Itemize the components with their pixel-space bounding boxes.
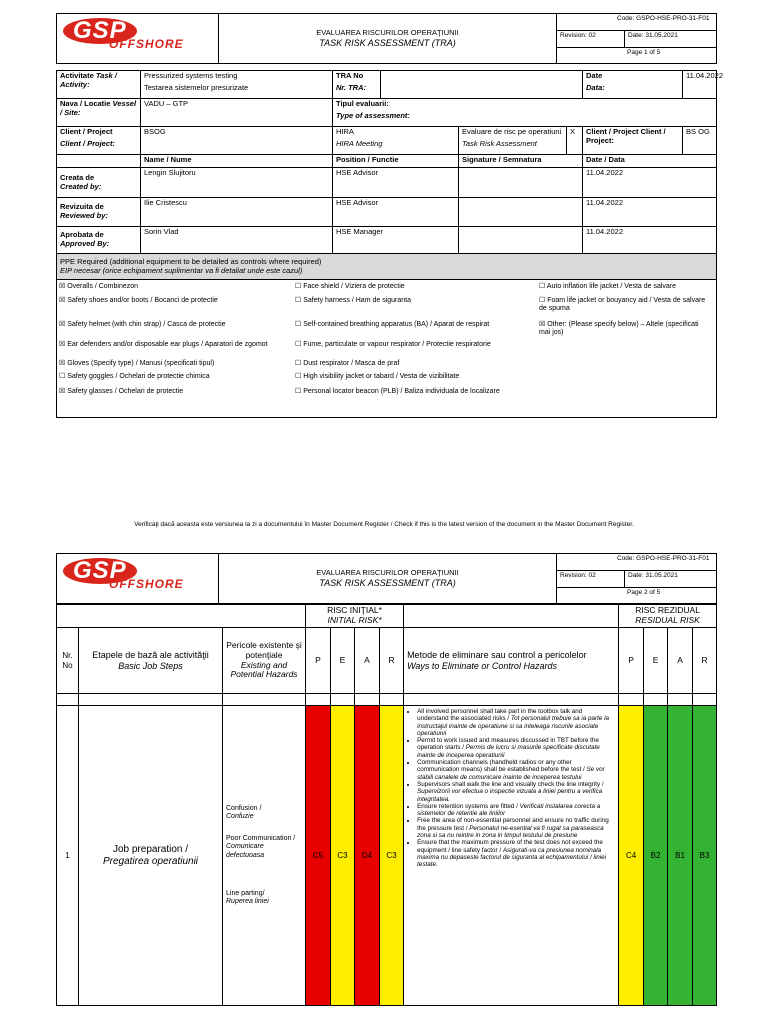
page-title-2: EVALUAREA RISCURILOR OPERAŢIUNII TASK RISK ASSESSMENT (TRA) [219,554,557,604]
list-item: • All involved personnel shall take part in the toolbox talk and understand the associated risks / Tot personalul trebuie sa ia parte la instructajul inainte de operatiune si sa inteleaga riscurile asociate operatiunii [417,708,615,737]
row-nr: 1 [57,706,79,1006]
ppe-ear-defenders[interactable]: ☒ Ear defenders and/or disposable ear plugs / Aparatori de zgomot [59,341,268,348]
doc-date-2: Date: 31.05.2021 [625,571,717,588]
row-label: Aprobata de Approved By: [57,227,141,254]
ppe-title: PPE Required (additional equipment to be detailed as controls where required) EIP necesar (orice echipament suplimentar va fi detaliat unde este cazul) [57,254,717,280]
doc-date: Date: 31.05.2021 [625,31,717,48]
spacer-cell [331,694,355,706]
ppe-face-shield[interactable]: ☐ Face shield / Viziera de protectie [295,283,405,290]
ppe-safety-shoes[interactable]: ☒ Safety shoes and/or boots / Bocanci de protectie [59,297,218,304]
row-name: Sorin Vlad [141,227,333,254]
spacer-cell [404,694,619,706]
spacer-cell [693,694,717,706]
h-methods: Metode de eliminare sau control a pericolelor Ways to Eliminate or Control Hazards [404,628,619,694]
initial-e: C3 [331,706,355,1006]
eval-label: Evaluare de risc pe operatiuni Task Risk Assessment [459,127,567,155]
list-item: • Communication channels (handheld radios or any other communication means) shall be established before the test / Se vor stabili canalele de comunicare inainte de inceperea testului [417,759,615,781]
ppe-helmet[interactable]: ☒ Safety helmet (with chin strap) / Casca de protectie [59,321,226,328]
header-table-2 [56,553,717,604]
list-item: • Permit to work issued and measures discussed in TBT before the operation starts / Permis de lucru si masurile specificate discutate inainte de inceperea operatiunii [417,737,615,759]
initial-r: C3 [380,706,404,1006]
spacer-cell [644,694,668,706]
page-number: Page 1 of 5 [557,48,717,64]
hazard-communication: Poor Communication / Comunicare defectuoasa [226,835,296,859]
ppe-harness[interactable]: ☐ Safety harness / Ham de siguranta [295,297,411,304]
activity-value: Pressurized systems testing Testarea sistemelor presurizate [141,71,333,99]
h-p-res: P [619,628,644,694]
h-e: E [331,628,355,694]
methods-list [407,708,615,869]
hazard-confusion: Confusion / Confuzie [226,805,262,821]
h-e-res: E [644,628,668,694]
doc-code: Code: GSPO-HSE-PRO-31-F01 [557,14,717,31]
table-row [57,198,717,227]
vessel-label: Nava / Locatie Vessel / Site: [57,99,141,127]
hira-cell: HIRA HIRA Meeting [333,127,459,155]
client-label: Client / Project Client / Project: [57,127,141,155]
residual-r: B3 [693,706,717,1006]
h-p: P [306,628,331,694]
table-row [57,706,717,1006]
row-position: HSE Manager [333,227,459,254]
tra-no-label: TRA No Nr. TRA: [333,71,381,99]
page-number-2: Page 2 of 5 [557,588,717,604]
info-table [56,70,723,418]
ppe-breathing-apparatus[interactable]: ☐ Self-contained breathing apparatus (BA) / Aparat de respirat [295,321,490,328]
blank-top-2 [404,605,619,628]
ppe-other[interactable]: ☒ Other: (Please specify below) – Altele (specificati mai jos) [539,321,699,337]
h-r: R [380,628,404,694]
row-signature [459,227,583,254]
ppe-plb[interactable]: ☐ Personal locator beacon (PLB) / Baliza individuala de localizare [295,388,500,395]
col-position: Position / Functie [333,155,459,168]
spacer-cell [223,694,306,706]
date-label: Date Data: [583,71,683,99]
h-nr: Nr. No [57,628,79,694]
gsp-logo: GSP OFFSHORE [63,18,184,52]
ppe-column-3 [539,283,711,408]
spacer-cell [668,694,693,706]
list-item: • Ensure that the maximum pressure of the test does not exceed the equipment / line safety factor / Asigurati-va ca presiunea nominala maxima nu depaseste factorul de siguranta al echipamentului / liniei testate. [417,839,615,868]
ppe-gloves[interactable]: ☒ Gloves (Specify type) / Manusi (specificati tipul) [59,360,215,367]
spacer-cell [619,694,644,706]
h-r-res: R [693,628,717,694]
ppe-list [57,280,717,418]
h-hazards: Pericole existente şi potenţiale Existing and Potential Hazards [223,628,306,694]
row-label: Creata de Created by: [57,168,141,198]
vessel-value: VADU – GTP [141,99,333,127]
residual-e: B2 [644,706,668,1006]
row-step: Job preparation / Pregatirea operatiunii [79,706,223,1006]
col-signature: Signature / Semnatura [459,155,583,168]
col-date: Date / Data [583,155,717,168]
ppe-foam-jacket[interactable]: ☐ Foam life jacket or bouyancy aid / Vesta de salvare de spuma [539,297,706,313]
tra-no-value [381,71,583,99]
spacer-cell [355,694,380,706]
row-signature [459,198,583,227]
spacer-cell [306,694,331,706]
doc-code-2: Code: GSPO-HSE-PRO-31-F01 [557,554,717,571]
logo-cell-2 [57,554,219,604]
list-item: • Ensure retention systems are fitted / Verificati instalarea corecta a sistemelor de retentie ale liniilor [417,803,615,818]
row-hazards [223,706,306,1006]
list-item: • Free the area of non-essential personnel and ensure no traffic during the pressure test / Personalul ne-esential va fi rugat sa paraseasca zona si sa nu reintre in zona in timpul testului de presiune [417,817,615,839]
blank-top [57,605,306,628]
spacer-cell [79,694,223,706]
ppe-dust-respirator[interactable]: ☐ Dust respirator / Masca de praf [295,360,400,367]
blank-header [57,155,141,168]
residual-p: C4 [619,706,644,1006]
h-steps: Etapele de bază ale activităţii Basic Job Steps [79,628,223,694]
page-1 [56,13,723,418]
h-a: A [355,628,380,694]
table-row [57,168,717,198]
client-label-2: Client / Project Client / Project: [583,127,683,155]
initial-risk-header: RISC INIŢIAL* INITIAL RISK* [306,605,404,628]
client-value: BSOG [141,127,333,155]
spacer-cell [57,694,79,706]
risk-table [56,604,717,1006]
eval-mark: X [567,127,583,155]
list-item: • Supervisors shall walk the line and visually check the line integrity / Supervizorii vor efectua o inspectie vizuala a liniei pentru a verifica integritatea. [417,781,615,803]
initial-p: C5 [306,706,331,1006]
ppe-respirator[interactable]: ☐ Fume, particulate or vapour respirator / Protectie respiratorie [295,341,491,348]
row-position: HSE Advisor [333,168,459,198]
row-date: 11.04.2022 [583,227,717,254]
row-signature [459,168,583,198]
logo-cell [57,14,219,64]
table-row [57,227,717,254]
assessment-type: Tipul evaluarii: Type of assessment: [333,99,717,127]
ppe-life-jacket[interactable]: ☐ Auto inflation life jacket / Vesta de salvare [539,283,677,290]
spacer-cell [380,694,404,706]
row-methods [404,706,619,1006]
h-a-res: A [668,628,693,694]
gsp-logo-2: GSP OFFSHORE [63,558,184,592]
col-name: Name / Nume [141,155,333,168]
ppe-goggles[interactable]: ☐ Safety goggles / Ochelari de protectie chimica [59,373,210,380]
header-table-1 [56,13,717,64]
row-label: Revizuita de Reviewed by: [57,198,141,227]
hazard-line-parting: Line parting/ Ruperea liniei [226,889,269,905]
row-date: 11.04.2022 [583,168,717,198]
row-position: HSE Advisor [333,198,459,227]
footer-note: Verificaţi dacă aceasta este versiunea la zi a documentului în Master Document Register / Check if this is the latest version of the document in the Master Document Register. [134,521,634,528]
page-title: EVALUAREA RISCURILOR OPERAŢIUNII TASK RISK ASSESSMENT (TRA) [219,14,557,64]
residual-risk-header: RISC REZIDUAL RESIDUAL RISK [619,605,717,628]
date-value: 11.04.2022 [683,71,717,99]
ppe-column-2 [295,283,539,408]
initial-a: D4 [355,706,380,1006]
revision: Revision: 02 [557,31,625,48]
row-date: 11.04.2022 [583,198,717,227]
page-2 [56,553,716,1006]
activity-label: Activitate Task / Activity: [57,71,141,99]
ppe-column-1 [59,283,295,408]
revision-2: Revision: 02 [557,571,625,588]
client-value-2: BS OG [683,127,717,155]
residual-a: B1 [668,706,693,1006]
row-name: Ilie Cristescu [141,198,333,227]
ppe-overalls[interactable]: ☒ Overalls / Combinezon [59,283,139,290]
row-name: Lengin Slujitoru [141,168,333,198]
ppe-high-vis[interactable]: ☐ High visibility jacket or tabard / Vesta de vizibilitate [295,373,460,380]
ppe-safety-glasses[interactable]: ☒ Safety glasses / Ochelari de protectie [59,388,184,395]
